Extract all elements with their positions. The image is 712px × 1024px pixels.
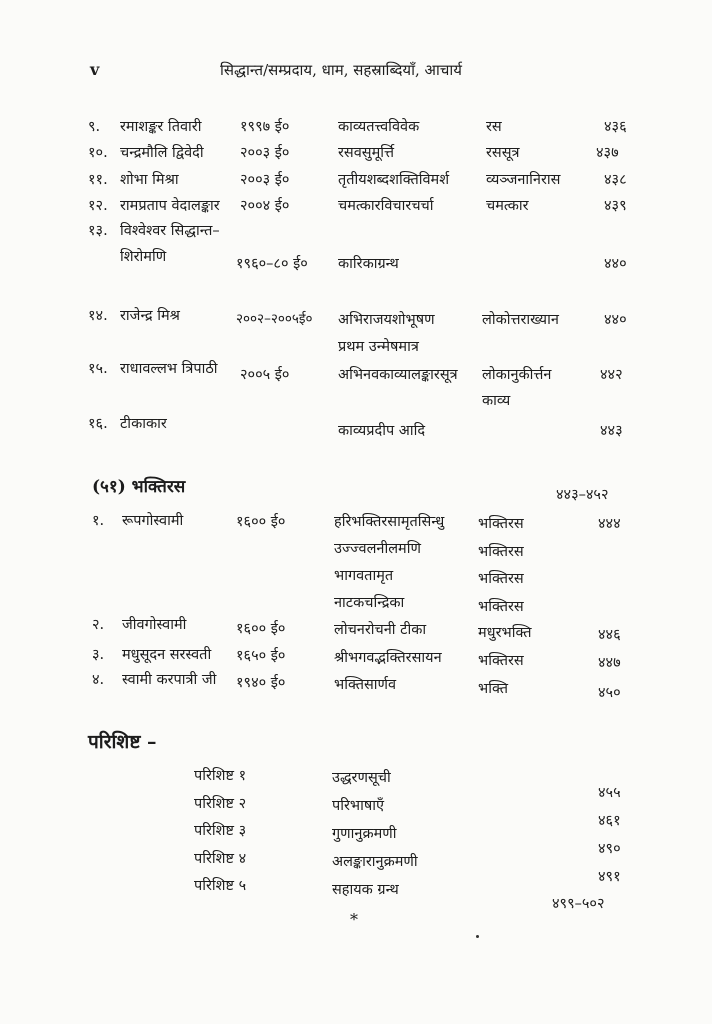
entry-number: ११.	[88, 172, 108, 188]
year: १६०० ई०	[236, 514, 286, 530]
appendix-label: परिशिष्ट १	[194, 768, 247, 784]
topic: रस	[486, 119, 502, 135]
page-ref: ४४३	[600, 423, 623, 439]
work-title: काव्यतत्त्वविवेक	[338, 119, 420, 135]
appendix-page: ४६१	[598, 813, 621, 829]
page-ref: ४३९	[604, 198, 627, 214]
page-ref: ४३७	[596, 145, 619, 161]
entry-number: १६.	[88, 416, 108, 432]
end-mark: *	[350, 910, 358, 929]
author-name: राधावल्लभ त्रिपाठी	[120, 361, 218, 377]
work-title: नाटकचन्द्रिका	[334, 595, 405, 611]
page-ref: ४४६	[598, 627, 621, 643]
appendix-page: ४९०	[598, 841, 621, 857]
entry-number: १.	[92, 513, 105, 529]
topic: भक्तिरस	[478, 516, 524, 532]
entry-number: २.	[92, 617, 105, 633]
author-name: शोभा मिश्रा	[120, 172, 179, 188]
work-title-cont: प्रथम उन्मेषमात्र	[338, 339, 419, 355]
author-name: टीकाकार	[120, 416, 167, 432]
entry-number: ३.	[92, 647, 105, 663]
page-ref: ४४४	[598, 516, 621, 532]
author-name: स्वामी करपात्री जी	[122, 672, 217, 688]
work-title: भागवतामृत	[334, 568, 394, 584]
page-ref: ४४०	[604, 256, 627, 272]
author-name: रमाशङ्कर तिवारी	[120, 119, 202, 135]
year: २००४ ई०	[240, 198, 290, 214]
work-title: चमत्कारविचारचर्चा	[338, 198, 434, 214]
author-name: चन्द्रमौलि द्विवेदी	[120, 145, 204, 161]
appendix-title: अलङ्कारानुक्रमणी	[332, 854, 418, 870]
appendix-page: ४९१	[598, 869, 621, 885]
appendix-label: परिशिष्ट ४	[194, 851, 247, 867]
work-title: हरिभक्तिरसामृतसिन्धु	[334, 514, 445, 530]
topic: चमत्कार	[486, 198, 529, 214]
page-ref: ४५०	[598, 685, 621, 701]
page-ref: ४३८	[604, 172, 627, 188]
page-ref: ४३६	[604, 119, 627, 135]
entry-number: १४.	[88, 308, 108, 324]
work-title: अभिनवकाव्यालङ्कारसूत्र	[338, 367, 458, 383]
appendix-page: ४९९–५०२	[552, 896, 605, 912]
topic: भक्तिरस	[478, 571, 524, 587]
work-title: तृतीयशब्दशक्तिविमर्श	[338, 172, 450, 188]
year: २००२–२००५ई०	[236, 311, 313, 327]
topic: मधुरभक्ति	[478, 625, 532, 641]
work-title: कारिकाग्रन्थ	[338, 256, 399, 272]
year: १६५० ई०	[236, 648, 286, 664]
topic: भक्तिरस	[478, 599, 524, 615]
author-name: राजेन्द्र मिश्र	[120, 308, 180, 324]
entry-number: १५.	[88, 361, 108, 377]
entry-number: १२.	[88, 198, 108, 214]
appendix-page: ४५५	[598, 785, 621, 801]
topic: रससूत्र	[486, 145, 520, 161]
page-ref: ४४७	[598, 655, 621, 671]
appendix-label: परिशिष्ट ३	[194, 823, 247, 839]
year: २००५ ई०	[240, 367, 290, 383]
year: २००३ ई०	[240, 145, 290, 161]
author-name: जीवगोस्वामी	[122, 617, 187, 633]
author-name: रूपगोस्वामी	[122, 513, 184, 529]
appendix-label: परिशिष्ट ५	[194, 878, 247, 894]
author-name: विश्वेश्वर सिद्धान्त–	[120, 223, 220, 239]
entry-number: १०.	[88, 145, 108, 161]
appendix-title: सहायक ग्रन्थ	[332, 882, 399, 898]
topic: भक्ति	[478, 681, 508, 697]
page-ref: ४४२	[600, 367, 623, 383]
page-number-roman: v	[90, 60, 100, 79]
appendix-label: परिशिष्ट २	[194, 796, 247, 812]
page-ref: ४४०	[604, 312, 627, 328]
section-heading: (५१) भक्तिरस	[92, 477, 186, 497]
entry-number: १३.	[88, 223, 108, 239]
topic: लोकानुकीर्त्तन	[482, 367, 552, 383]
year: २००३ ई०	[240, 172, 290, 188]
year: १९९७ ई०	[240, 119, 290, 135]
topic: लोकोत्तराख्यान	[482, 312, 559, 328]
appendix-title: परिभाषाएँ	[332, 798, 385, 814]
appendix-title: उद्धरणसूची	[332, 770, 391, 786]
work-title: उज्ज्वलनीलमणि	[334, 541, 421, 557]
topic-cont: काव्य	[482, 393, 511, 409]
work-title: श्रीभगवद्भक्तिरसायन	[334, 650, 442, 666]
work-title: काव्यप्रदीप आदि	[338, 423, 426, 439]
work-title: अभिराजयशोभूषण	[338, 312, 435, 328]
topic: भक्तिरस	[478, 544, 524, 560]
work-title: लोचनरोचनी टीका	[334, 622, 427, 638]
running-title: सिद्धान्त/सम्प्रदाय, धाम, सहस्राब्दियाँ, आचार्य	[220, 61, 462, 79]
author-name: रामप्रताप वेदालङ्कार	[120, 198, 220, 214]
work-title: रसवसुमूर्त्ति	[338, 145, 395, 161]
entry-number: ९.	[88, 119, 101, 135]
author-name: मधुसूदन सरस्वती	[122, 647, 212, 663]
topic: व्यञ्जनानिरास	[486, 172, 561, 188]
author-name-cont: शिरोमणि	[120, 249, 167, 265]
work-title: भक्तिसार्णव	[334, 677, 397, 693]
appendix-heading: परिशिष्ट –	[88, 731, 157, 753]
section-page-range: ४४३–४५२	[556, 487, 609, 503]
topic: भक्तिरस	[478, 653, 524, 669]
year: १९६०–८० ई०	[236, 256, 308, 272]
year: १९४० ई०	[236, 675, 286, 691]
year: १६०० ई०	[236, 621, 286, 637]
appendix-title: गुणानुक्रमणी	[332, 826, 397, 842]
entry-number: ४.	[92, 672, 105, 688]
ink-dot	[476, 935, 479, 938]
